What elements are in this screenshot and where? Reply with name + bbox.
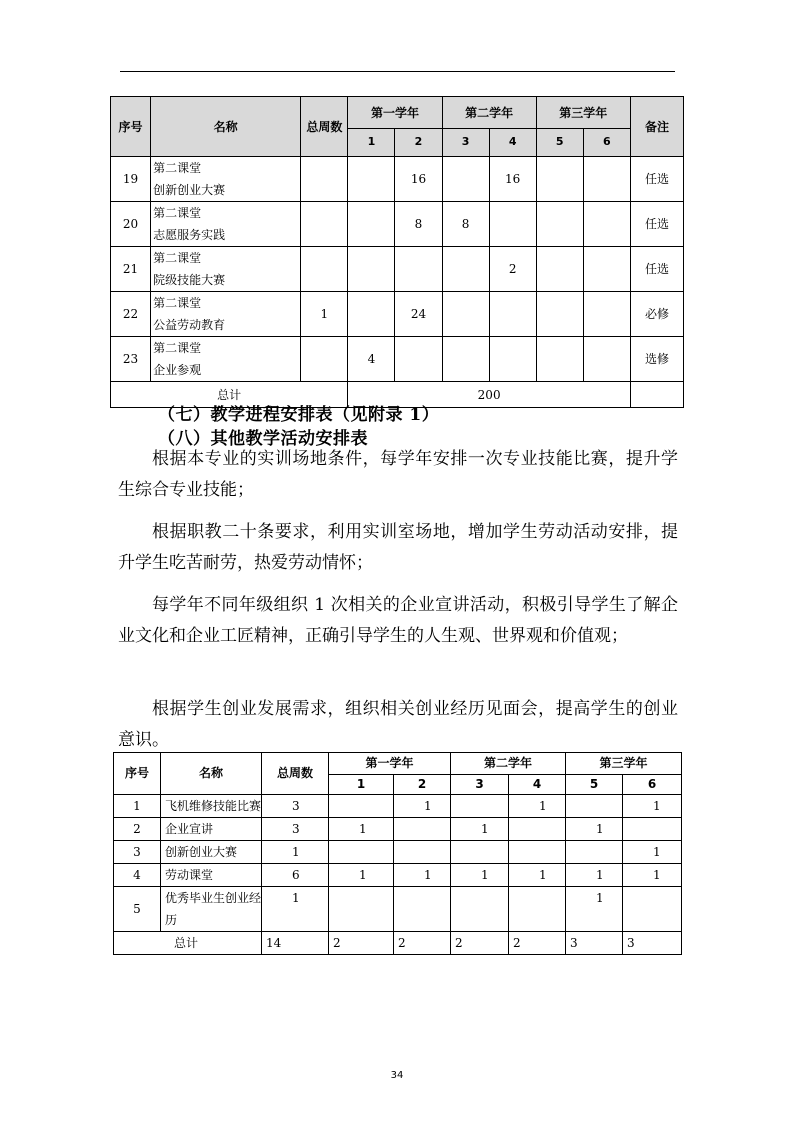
total-term: 3 [566, 932, 623, 955]
row-name-line2: 创新创业大赛 [153, 183, 226, 197]
total-term: 2 [329, 932, 394, 955]
row-term-cell: 1 [566, 887, 623, 932]
row-name-line1: 第二课堂 [153, 161, 202, 175]
row-term-cell [395, 247, 442, 292]
row-note: 任选 [630, 247, 683, 292]
header-term: 4 [509, 775, 566, 795]
row-weeks: 1 [262, 887, 329, 932]
table-row [111, 157, 684, 202]
row-weeks [301, 202, 348, 247]
row-name [151, 157, 301, 202]
row-term-cell [442, 292, 489, 337]
table-row [114, 841, 682, 864]
row-term-cell [348, 202, 395, 247]
row-term-cell [329, 887, 394, 932]
row-term-cell: 1 [509, 795, 566, 818]
row-term-cell [489, 292, 536, 337]
row-term-cell: 1 [329, 818, 394, 841]
row-term-cell: 1 [509, 864, 566, 887]
row-name [151, 247, 301, 292]
row-term-cell [583, 202, 630, 247]
header-year1: 第一学年 [348, 97, 442, 129]
total-term: 2 [451, 932, 509, 955]
row-weeks: 3 [262, 795, 329, 818]
row-index: 5 [114, 887, 161, 932]
row-name: 创新创业大赛 [161, 841, 262, 864]
table-row [114, 818, 682, 841]
row-index: 3 [114, 841, 161, 864]
row-term-cell: 24 [395, 292, 442, 337]
table-row [111, 292, 684, 337]
row-term-cell [623, 818, 682, 841]
row-term-cell [509, 818, 566, 841]
row-term-cell [442, 157, 489, 202]
table-other-activities [113, 752, 682, 955]
table-row [114, 887, 682, 932]
table-row [114, 795, 682, 818]
row-index: 23 [111, 337, 151, 382]
total-term: 2 [394, 932, 451, 955]
row-term-cell [442, 337, 489, 382]
header-term: 6 [623, 775, 682, 795]
row-name [151, 202, 301, 247]
table-row [111, 202, 684, 247]
header-rule [120, 71, 675, 72]
row-term-cell [394, 841, 451, 864]
row-term-cell [451, 841, 509, 864]
header-term: 1 [329, 775, 394, 795]
row-term-cell: 1 [623, 795, 682, 818]
header-index: 序号 [114, 753, 161, 795]
row-weeks [301, 247, 348, 292]
paragraph: 每学年不同年级组织 1 次相关的企业宣讲活动，积极引导学生了解企业文化和企业工匠精神，正确引导学生的人生观、世界观和价值观； [118, 595, 678, 646]
row-term-cell [329, 795, 394, 818]
row-term-cell [329, 841, 394, 864]
row-term-cell [583, 157, 630, 202]
row-term-cell [536, 202, 583, 247]
table-second-classroom [110, 96, 684, 408]
header-term: 1 [348, 129, 395, 157]
row-name-line2: 院级技能大赛 [153, 273, 226, 287]
row-name: 飞机维修技能比赛 [161, 795, 262, 818]
row-term-cell: 16 [395, 157, 442, 202]
row-term-cell: 8 [442, 202, 489, 247]
row-name-line1: 第二课堂 [153, 206, 202, 220]
paragraph: 根据学生创业发展需求，组织相关创业经历见面会，提高学生的创业意识。 [118, 699, 678, 750]
header-term: 4 [489, 129, 536, 157]
row-index: 21 [111, 247, 151, 292]
row-weeks: 1 [301, 292, 348, 337]
header-weeks: 总周数 [301, 97, 348, 157]
page-number: 34 [390, 1070, 404, 1081]
row-term-cell [394, 887, 451, 932]
row-term-cell [348, 247, 395, 292]
header-note: 备注 [630, 97, 683, 157]
header-term: 2 [394, 775, 451, 795]
header-name: 名称 [151, 97, 301, 157]
row-name [151, 292, 301, 337]
row-term-cell: 1 [394, 864, 451, 887]
row-name-line2: 公益劳动教育 [153, 318, 226, 332]
total-term: 3 [623, 932, 682, 955]
row-term-cell: 1 [451, 818, 509, 841]
row-name-line1: 第二课堂 [153, 251, 202, 265]
row-term-cell: 1 [394, 795, 451, 818]
row-weeks: 3 [262, 818, 329, 841]
row-term-cell [395, 337, 442, 382]
row-note: 选修 [630, 337, 683, 382]
row-term-cell [489, 202, 536, 247]
row-weeks: 1 [262, 841, 329, 864]
header-year3: 第三学年 [536, 97, 630, 129]
row-term-cell: 1 [566, 864, 623, 887]
total-weeks: 14 [262, 932, 329, 955]
row-name-line2: 企业参观 [153, 363, 202, 377]
header-year1: 第一学年 [329, 753, 451, 775]
row-note: 任选 [630, 157, 683, 202]
row-term-cell [583, 337, 630, 382]
header-year2: 第二学年 [442, 97, 536, 129]
row-term-cell [536, 292, 583, 337]
header-term: 3 [442, 129, 489, 157]
header-term: 3 [451, 775, 509, 795]
header-year2: 第二学年 [451, 753, 566, 775]
row-term-cell [536, 157, 583, 202]
table-row [111, 337, 684, 382]
row-term-cell [623, 887, 682, 932]
row-term-cell [509, 887, 566, 932]
row-term-cell: 2 [489, 247, 536, 292]
row-index: 19 [111, 157, 151, 202]
table-row [111, 247, 684, 292]
row-name: 劳动课堂 [161, 864, 262, 887]
total-note [630, 382, 683, 408]
row-weeks [301, 157, 348, 202]
row-term-cell: 1 [623, 841, 682, 864]
row-term-cell [583, 292, 630, 337]
row-term-cell: 16 [489, 157, 536, 202]
table-row [114, 864, 682, 887]
row-name [151, 337, 301, 382]
row-term-cell [566, 795, 623, 818]
row-term-cell [451, 795, 509, 818]
total-label: 总计 [114, 932, 262, 955]
section-heading-8: （八）其他教学活动安排表 [158, 429, 368, 449]
row-term-cell: 4 [348, 337, 395, 382]
row-weeks: 6 [262, 864, 329, 887]
row-term-cell: 1 [329, 864, 394, 887]
row-index: 20 [111, 202, 151, 247]
header-weeks: 总周数 [262, 753, 329, 795]
row-term-cell: 8 [395, 202, 442, 247]
header-index: 序号 [111, 97, 151, 157]
row-term-cell [442, 247, 489, 292]
row-term-cell [394, 818, 451, 841]
total-value: 200 [348, 382, 631, 408]
header-term: 6 [583, 129, 630, 157]
row-term-cell: 1 [451, 864, 509, 887]
row-term-cell [536, 247, 583, 292]
row-name-line1: 第二课堂 [153, 296, 202, 310]
row-term-cell [489, 337, 536, 382]
header-name: 名称 [161, 753, 262, 795]
header-term: 5 [566, 775, 623, 795]
row-term-cell [536, 337, 583, 382]
section-heading-7: （七）教学进程安排表（见附录 1） [158, 405, 440, 425]
row-term-cell [583, 247, 630, 292]
total-term: 2 [509, 932, 566, 955]
row-index: 22 [111, 292, 151, 337]
row-term-cell [566, 841, 623, 864]
row-term-cell [348, 292, 395, 337]
row-term-cell [451, 887, 509, 932]
row-note: 必修 [630, 292, 683, 337]
row-index: 2 [114, 818, 161, 841]
row-term-cell [348, 157, 395, 202]
header-year3: 第三学年 [566, 753, 682, 775]
row-term-cell: 1 [623, 864, 682, 887]
row-name: 优秀毕业生创业经历 [161, 887, 262, 932]
total-label: 总计 [111, 382, 348, 408]
row-name-line1: 第二课堂 [153, 341, 202, 355]
paragraph: 根据本专业的实训场地条件，每学年安排一次专业技能比赛，提升学生综合专业技能； [118, 449, 678, 500]
row-weeks [301, 337, 348, 382]
row-note: 任选 [630, 202, 683, 247]
row-name: 企业宣讲 [161, 818, 262, 841]
header-term: 2 [395, 129, 442, 157]
header-term: 5 [536, 129, 583, 157]
row-term-cell: 1 [566, 818, 623, 841]
row-name-line2: 志愿服务实践 [153, 228, 226, 242]
paragraph: 根据职教二十条要求，利用实训室场地，增加学生劳动活动安排，提升学生吃苦耐劳，热爱劳动情怀； [118, 522, 678, 573]
row-index: 1 [114, 795, 161, 818]
row-term-cell [509, 841, 566, 864]
row-index: 4 [114, 864, 161, 887]
